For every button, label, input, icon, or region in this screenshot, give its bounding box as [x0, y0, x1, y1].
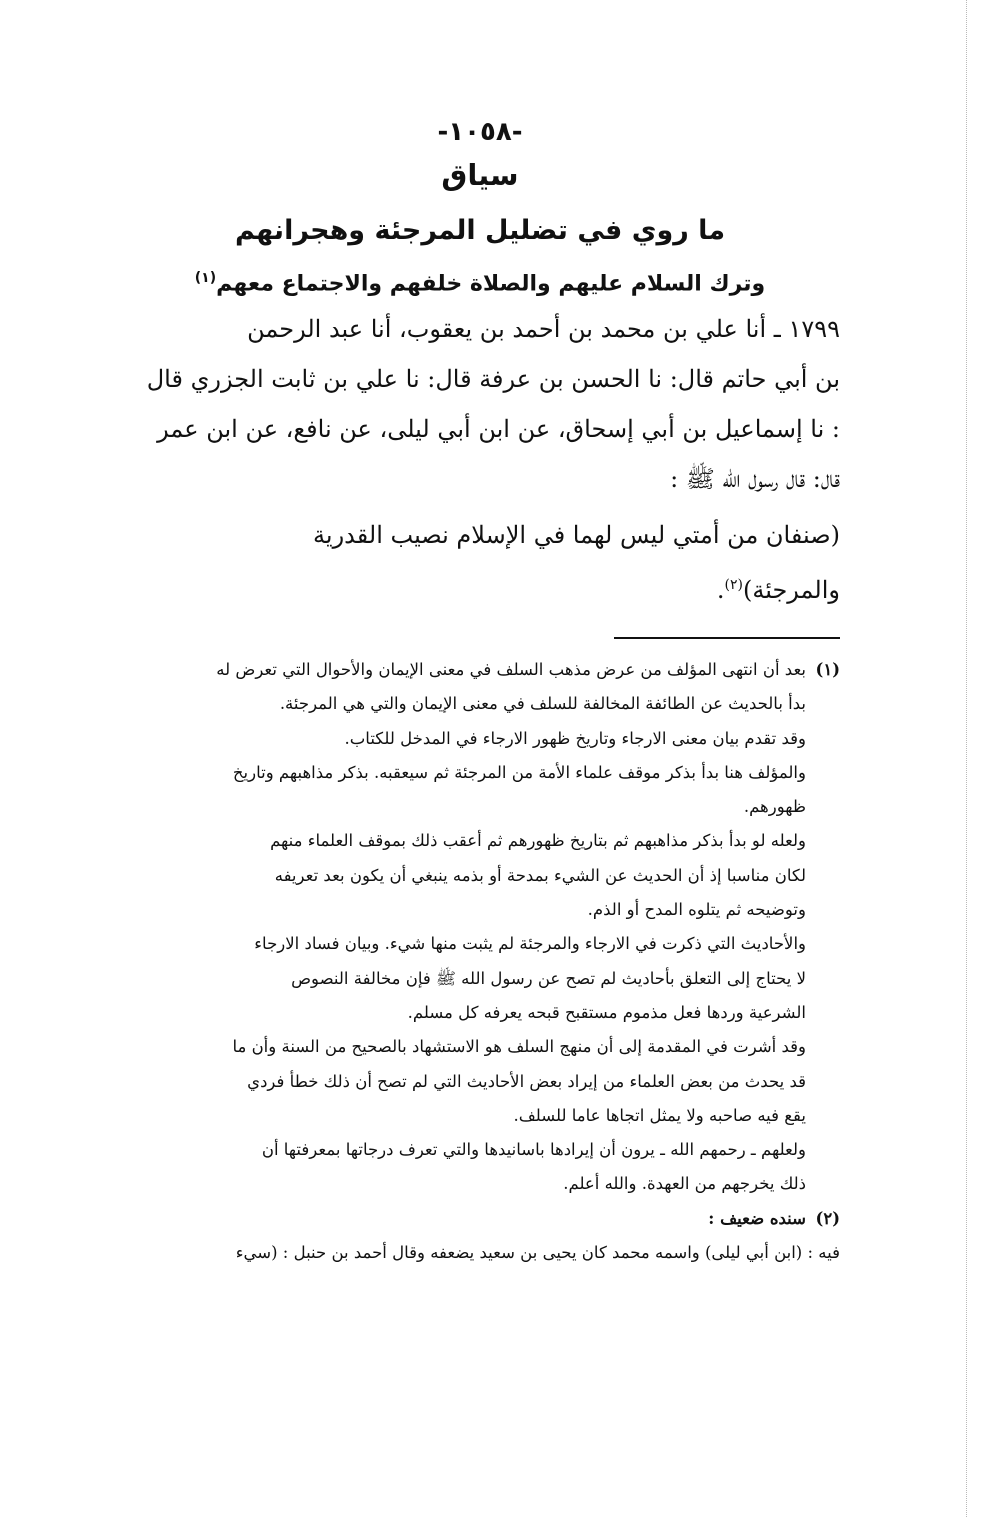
footnote-2-line-2: فيه : (ابن أبي ليلى) واسمه محمد كان يحيى بن سعيد يضعفه وقال أحمد بن حنبل : (سيء [235, 1243, 840, 1263]
footnote-1-line-15: ولعلهم ـ رحمهم الله ـ يرون أن إيرادها باسانيدها والتي تعرف درجاتها بمعرفتها أن [261, 1140, 806, 1160]
scan-edge-line [966, 0, 967, 1517]
footnote-1-line-14: يقع فيه صاحبه ولا يمثل اتجاها عاما للسلف. [513, 1105, 806, 1125]
body-last-line: والمرجئة) [743, 576, 840, 604]
section-subtitle-2 [120, 256, 840, 300]
book-page [120, 112, 840, 1412]
footnote-1-line-3: وقد تقدم بيان معنى الارجاء وتاريخ ظهور الارجاء في المدخل للكتاب. [344, 728, 806, 748]
footnote-1-line-6: ولعله لو بدأ بذكر مذاهبهم ثم بتاريخ ظهورهم ثم أعقب ذلك بموقف العلماء منهم [270, 831, 806, 851]
footnote-1-text-1: بعد أن انتهى المؤلف من عرض مذهب السلف في معنى الإيمان والأحوال التي تعرض له [216, 660, 806, 679]
footnote-1-line-12: وقد أشرت في المقدمة إلى أن منهج السلف هو الاستشهاد بالصحيح من السنة وأن ما [232, 1037, 806, 1057]
body-line-3: : نا إسماعيل بن أبي إسحاق، عن ابن أبي ليلى، عن نافع، عن ابن عمر [157, 415, 840, 443]
footnote-1-line-9: والأحاديث التي ذكرت في الارجاء والمرجئة لم يثبت منها شيء. وبيان فساد الارجاء [254, 934, 806, 954]
footnote-ref-2: (٢) [724, 577, 743, 593]
footnote-1-line-5: ظهورهم. [743, 797, 806, 817]
footnote-ref-1: (١) [194, 270, 217, 286]
body-line-5: (صنفان من أمتي ليس لهما في الإسلام نصيب القدرية [313, 521, 840, 549]
page-number: -١٠٥٨- [437, 117, 523, 147]
footnote-1-number: (١) [815, 660, 840, 679]
section-subtitle: ما روي في تضليل المرجئة وهجرانهم [234, 215, 726, 246]
footnote-2-line-1 [120, 1202, 840, 1236]
footnote-2-number: (٢) [815, 1208, 840, 1228]
footnote-1-line-7: لكان مناسبا إذ أن الحديث عن الشيء بمدحة أو بذمه ينبغي أن يكون بعد تعريفه [274, 865, 806, 885]
footnote-1-line-10: لا يحتاج إلى التعلق بأحاديث لم تصح عن رسول الله ﷺ فإن مخالفة النصوص [291, 968, 806, 988]
footnote-1-line-16: ذلك يخرجهم من العهدة. والله أعلم. [563, 1174, 806, 1194]
footnote-1-line-11: الشرعية وردها فعل مذموم مستقبح قبحه يعرفه كل مسلم. [407, 1002, 806, 1022]
footnote-1-line-1 [120, 653, 840, 687]
section-title: سياق [441, 158, 519, 192]
footnote-2-label: سنده ضعيف : [708, 1208, 806, 1228]
hadith-body [120, 304, 840, 615]
footnote-separator [614, 637, 840, 639]
body-line-6 [120, 560, 840, 615]
section-subtitle-2-text: وترك السلام عليهم والصلاة خلفهم والاجتماع معهم [216, 271, 766, 297]
footnote-1-line-2: بدأ بالحديث عن الطائفة المخالفة للسلف في معنى الإيمان والتي هي المرجئة. [279, 694, 806, 714]
body-line-4: قال: قال رسول الله ﷺ : [670, 465, 840, 493]
footnote-1-line-4: والمؤلف هنا بدأ بذكر موقف علماء الأمة من المرجئة ثم سيعقبه. بذكر مذاهبهم وتاريخ [232, 762, 806, 782]
footnote-1-line-8: وتوضيحه ثم يتلوه المدح أو الذم. [587, 900, 806, 920]
footnote-1-line-13: قد يحدث من بعض العلماء من إيراد بعض الأحاديث التي لم تصح أن ذلك خطأ فردي [247, 1071, 806, 1091]
footnotes [120, 653, 840, 1270]
body-line-1: ١٧٩٩ ـ أنا علي بن محمد بن أحمد بن يعقوب، أنا عبد الرحمن [247, 315, 840, 343]
body-line-2: بن أبي حاتم قال: نا الحسن بن عرفة قال: نا علي بن ثابت الجزري قال [146, 365, 840, 393]
body-last-line-end: . [716, 576, 725, 604]
